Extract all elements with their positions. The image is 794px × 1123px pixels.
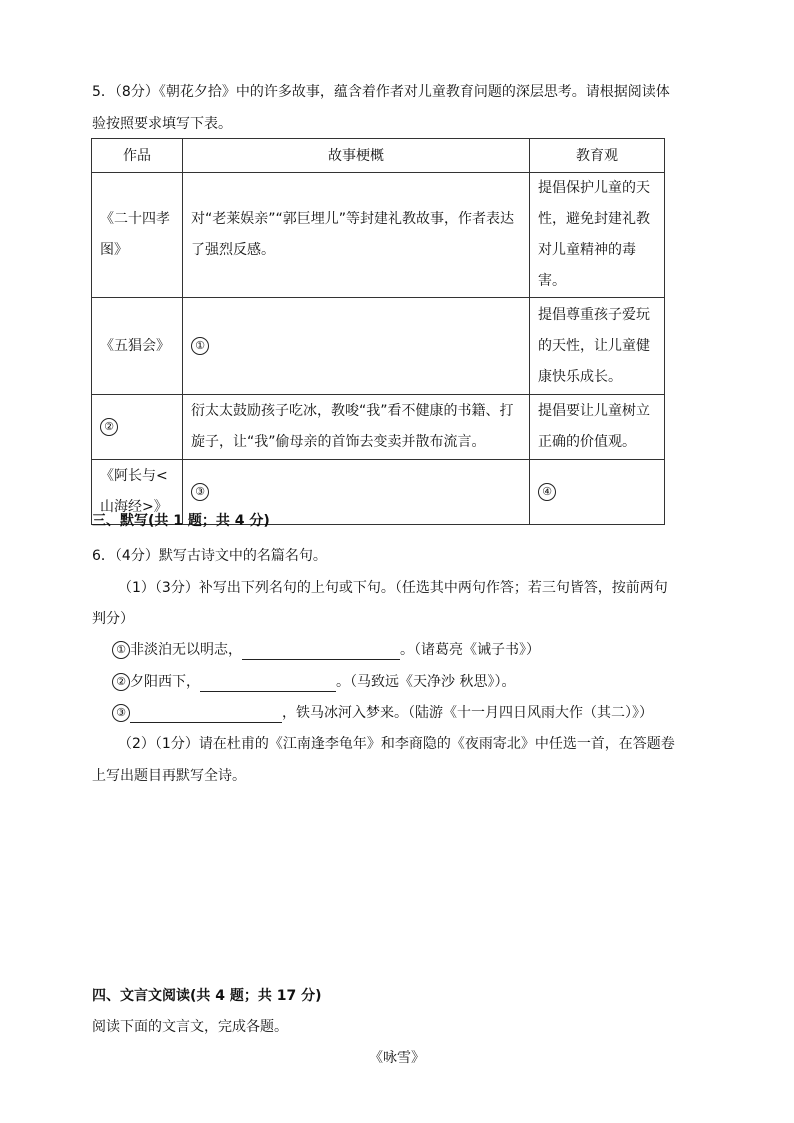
header-work: 作品 <box>92 139 183 173</box>
cell-view: 提倡要让儿童树立正确的价值观。 <box>530 395 665 460</box>
item-number: ① <box>112 641 130 659</box>
fill-item-2 <box>112 672 515 692</box>
question-5-line1: 5．（8分）《朝花夕拾》中的许多故事，蕴含着作者对儿童教育问题的深层思考。请根据阅读体 <box>92 84 670 100</box>
blank-marker-4: ④ <box>538 483 556 501</box>
header-view: 教育观 <box>530 139 665 173</box>
cell-work: 《二十四孝图》 <box>92 173 183 298</box>
cell-view: 提倡尊重孩子爱玩的天性，让儿童健康快乐成长。 <box>530 298 665 395</box>
fill-item-1 <box>112 640 540 660</box>
question-6-sub1-line2: 判分） <box>92 611 134 627</box>
item-number: ② <box>112 673 130 691</box>
question-6-sub2-line1: （2）（1分）请在杜甫的《江南逢李龟年》和李商隐的《夜雨寄北》中任选一首，在答题卷 <box>118 736 675 752</box>
table-row <box>92 173 665 298</box>
table-row <box>92 395 665 460</box>
item-text-pre: 夕阳西下， <box>130 674 200 690</box>
cell-work: 《五猖会》 <box>92 298 183 395</box>
blank-marker-2: ② <box>100 418 118 436</box>
item-text-pre: 非淡泊无以明志， <box>130 642 242 658</box>
cell-view: 提倡保护儿童的天性，避免封建礼教对儿童精神的毒害。 <box>530 173 665 298</box>
blank-marker-3: ③ <box>191 483 209 501</box>
cell-work: 《阿长与<山海经>》 <box>92 460 183 525</box>
item-text-post: 。（诸葛亮《诫子书》） <box>400 642 540 658</box>
table-row <box>92 298 665 395</box>
section-4-intro: 阅读下面的文言文，完成各题。 <box>92 1019 288 1035</box>
answer-blank[interactable] <box>130 706 282 723</box>
item-text-post: ，铁马冰河入梦来。（陆游《十一月四日风雨大作（其二）》） <box>282 705 653 721</box>
blank-marker-1: ① <box>191 337 209 355</box>
section-3-title: 三、默写(共 1 题；共 4 分) <box>92 513 270 529</box>
answer-blank[interactable] <box>242 643 400 660</box>
cell-summary: 对“老莱娱亲”“郭巨埋儿”等封建礼教故事，作者表达了强烈反感。 <box>183 173 530 298</box>
question-5-line2: 验按照要求填写下表。 <box>92 116 232 132</box>
cell-work <box>92 395 183 460</box>
fill-item-3 <box>112 703 653 723</box>
table-header-row <box>92 139 665 173</box>
item-number: ③ <box>112 704 130 722</box>
answer-blank[interactable] <box>200 675 336 692</box>
story-table <box>91 138 665 525</box>
header-summary: 故事梗概 <box>183 139 530 173</box>
cell-summary <box>183 298 530 395</box>
cell-view <box>530 460 665 525</box>
question-6-sub2-line2: 上写出题目再默写全诗。 <box>92 768 246 784</box>
cell-summary: 衍太太鼓励孩子吃冰，教唆“我”看不健康的书籍、打旋子，让“我”偷母亲的首饰去变卖并散布流言。 <box>183 395 530 460</box>
question-6-stem: 6．（4分）默写古诗文中的名篇名句。 <box>92 548 327 564</box>
section-4-title: 四、文言文阅读(共 4 题；共 17 分) <box>92 988 322 1004</box>
question-6-sub1-line1: （1）（3分）补写出下列名句的上句或下句。（任选其中两句作答；若三句皆答，按前两句 <box>118 580 668 596</box>
poem-title: 《咏雪》 <box>369 1050 425 1066</box>
item-text-post: 。（马致远《天净沙 秋思》）。 <box>336 674 516 690</box>
